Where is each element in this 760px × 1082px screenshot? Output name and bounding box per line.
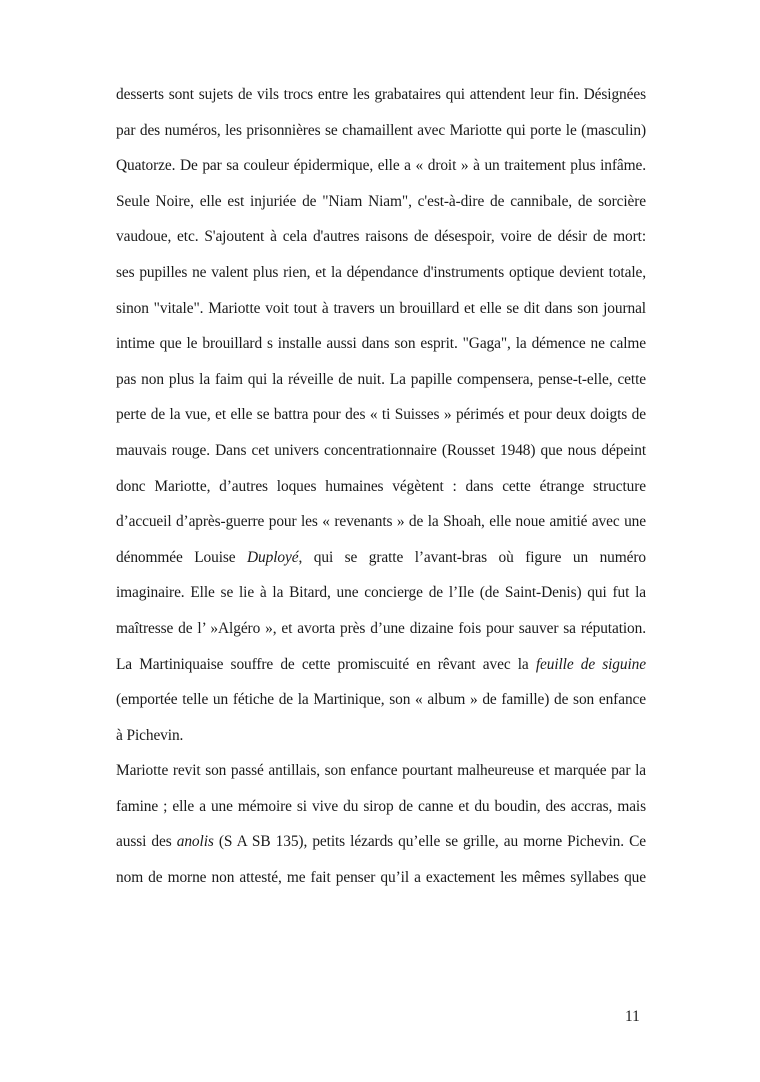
text-line: perte de la vue, et elle se battra pour des « ti Suisses » périmés et pour deux doigts de <box>116 406 646 424</box>
text-line: ses pupilles ne valent plus rien, et la dépendance d'instruments optique devient totale, <box>116 263 646 281</box>
text-line: vaudoue, etc. S'ajoutent à cela d'autres raisons de désespoir, voire de désir de mort: <box>116 228 646 246</box>
text-line: desserts sont sujets de vils trocs entre les grabataires qui attendent leur fin. Désignées <box>116 86 646 103</box>
text-line: par des numéros, les prisonnières se chamaillent avec Mariotte qui porte le (masculin) <box>116 121 646 139</box>
text-line: à Pichevin. <box>116 726 184 744</box>
italic-term: anolis <box>176 833 214 851</box>
text-line: pas non plus la faim qui la réveille de nuit. La papille compensera, pense-t-elle, cette <box>116 370 646 388</box>
text-line: Mariotte revit son passé antillais, son enfance pourtant malheureuse et marquée par la <box>116 762 646 780</box>
text-line: intime que le brouillard s installe aussi dans son esprit. "Gaga", la démence ne calme <box>116 335 646 353</box>
text-line: mauvais rouge. Dans cet univers concentrationnaire (Rousset 1948) que nous dépeint <box>116 441 646 459</box>
text-line: aussi des anolis (S A SB 135), petits lézards qu’elle se grille, au morne Pichevin. Ce <box>116 833 646 851</box>
text-line: maîtresse de l’ »Algéro », et avorta près d’une dizaine fois pour sauver sa réputation. <box>116 619 646 637</box>
text-line: La Martiniquaise souffre de cette promiscuité en rêvant avec la feuille de siguine <box>116 655 646 673</box>
text-line: Seule Noire, elle est injuriée de "Niam Niam", c'est-à-dire de cannibale, de sorcière <box>116 192 646 210</box>
text-line: imaginaire. Elle se lie à la Bitard, une concierge de l’Ile (de Saint-Denis) qui fut la <box>116 584 646 602</box>
text-line: famine ; elle a une mémoire si vive du sirop de canne et du boudin, des accras, mais <box>116 797 646 815</box>
text-line: donc Mariotte, d’autres loques humaines végètent : dans cette étrange structure <box>116 477 646 495</box>
text-line: nom de morne non attesté, me fait penser qu’il a exactement les mêmes syllabes que <box>116 869 646 887</box>
text-line: dénommée Louise Duployé, qui se gratte l’avant-bras où figure un numéro <box>116 548 647 566</box>
italic-term: feuille de siguine <box>535 655 646 673</box>
body-text <box>116 77 646 896</box>
text-line: (emportée telle un fétiche de la Martinique, son « album » de famille) de son enfance <box>116 691 646 709</box>
page-number: 11 <box>625 1008 640 1025</box>
text-line: Quatorze. De par sa couleur épidermique, elle a « droit » à un traitement plus infâme. <box>116 157 646 175</box>
text-line: d’accueil d’après-guerre pour les « revenants » de la Shoah, elle noue amitié avec une <box>116 513 646 531</box>
text-line: sinon "vitale". Mariotte voit tout à travers un brouillard et elle se dit dans son journal <box>116 299 646 317</box>
italic-term: Duployé <box>247 548 299 566</box>
